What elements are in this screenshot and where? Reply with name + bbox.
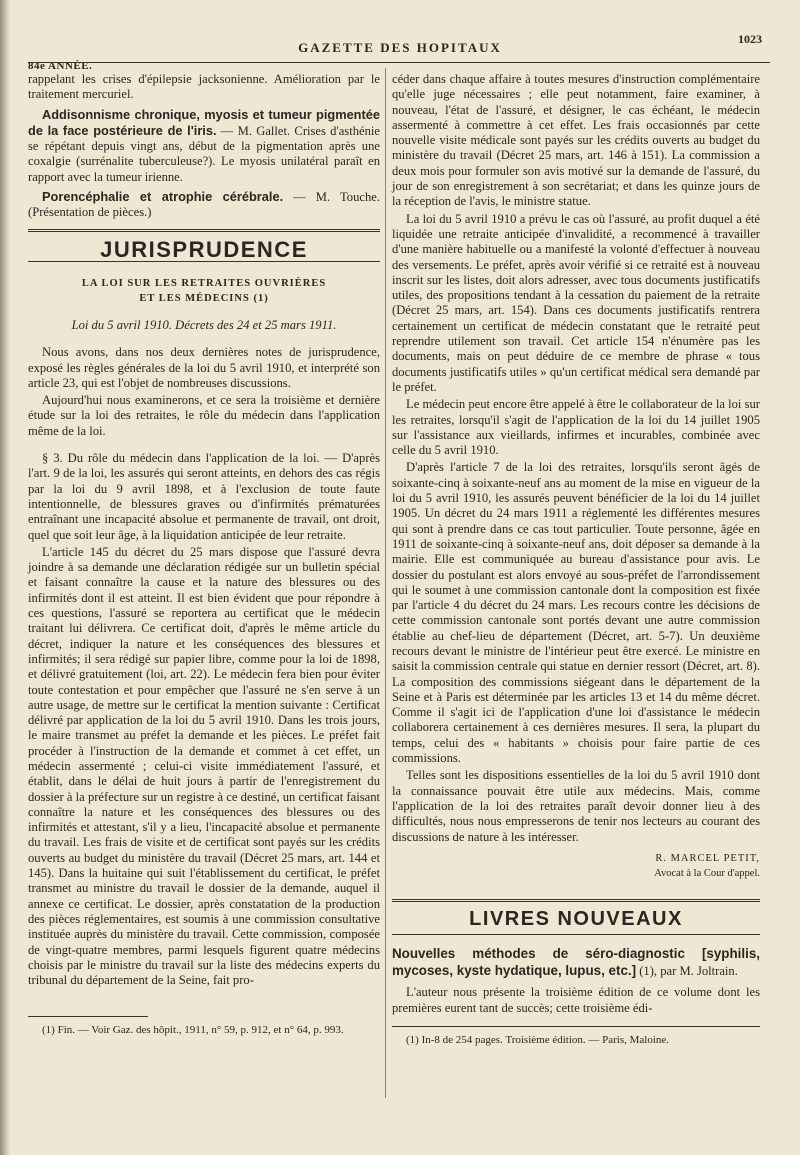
right-column bbox=[392, 72, 760, 1047]
left-column bbox=[28, 72, 380, 1037]
section-rule-livres-bottom bbox=[392, 934, 760, 935]
case-title-addisonnisme: Addisonnisme chronique, myosis et tumeur pigmentée de la face postérieure de l'iris. bbox=[28, 106, 380, 138]
page-binding-shadow bbox=[0, 0, 10, 1155]
column-divider bbox=[385, 68, 386, 1098]
article-paragraph-2: Aujourd'hui nous examinerons, et ce sera la troisième et dernière étude sur la loi des retraites, le rôle du médecin dans l'application même de la loi. bbox=[28, 393, 380, 438]
article-paragraph-9: Telles sont les dispositions essentielles de la loi du 5 avril 1910 dont la connaissance pouvait être utile aux médecins. Mais, comme l'application de la loi des retraites paraît devoir donner lieu à des difficultés, nous nous empresserons de tenir nos lecteurs au courant des discussions de nature à les intéresser. bbox=[392, 768, 760, 844]
book-author: (1), par M. Joltrain. bbox=[636, 964, 738, 979]
article-paragraph-4: L'article 145 du décret du 25 mars dispose que l'assuré devra joindre à sa demande une déclaration rédigée sur un bulletin spécial et faisant connaître la cause et la nature des blessures ou des infirmités dont il est atteint. Il est bien évident que pour répondre à ces questions, l'assuré se reportera au certificat que le médecin traitant lui délivrera. Ce certificat doit, d'après le même article du décret, indiquer la nature et les conséquences des blessures et infirmités; il sera rédigé sur papier libre, comme pour la loi de 1898, et délivré gratuitement (loi, art. 22). Le médecin fera bien pour éviter toute contestation et pour empêcher que l'assuré ne s'en serve à un autre usage, de mettre sur le certificat la mention suivante : Certificat délivré par application de la loi du 5 avril 1910. Dans les trois jours, le maire transmet au préfet la demande et les pièces. Le préfet fait procéder à l'instruction de la demande et commet à cet effet, un médecin assermenté ; celui-ci visite immédiatement l'assuré, et établit, dans le délai de huit jours à partir de l'enregistrement du dossier à la préfecture sur un registre à ce destiné, un certificat faisant connaître la nature et les conséquences des blessures ou des infirmités et attestant, s'il y a lieu, l'incapacité absolue et permanente du travail. Les frais de visite et de certificat sont payés sur les crédits ouverts au budget du ministère du travail (Décret 25 mars, art. 144 et 145). Dans la huitaine qui suit l'établissement du certificat, le préfet transmet au ministre du travail le dossier de la demande, auquel il annexe ce certificat. Le dossier, après constatation de la production des pièces réglementaires, est soumis à une commission consultative instituée auprès du ministère du travail. Cette commission, composée de vingt-quatre membres, parmi lesquels figurent quatre médecins choisis par le ministre du travail sur la liste des médecins experts du tribunal du département de la Seine, fait pro- bbox=[28, 544, 380, 988]
article-title-line-2: ET LES MÉDECINS (1) bbox=[139, 292, 269, 304]
header-rule bbox=[28, 62, 770, 63]
author-role: Avocat à la Cour d'appel. bbox=[654, 868, 760, 880]
case-body-porencephalie: — M. Touche. (Présentation de pièces.) bbox=[28, 190, 380, 220]
section-rule-top bbox=[28, 229, 380, 232]
book-entry bbox=[392, 945, 760, 980]
section-rule-livres bbox=[392, 899, 760, 902]
article-paragraph-3: § 3. Du rôle du médecin dans l'application de la loi. — D'après l'art. 9 de la loi, les assurés qui seront atteints, en dehors des cas régis par la loi du 9 avril 1898, et à l'exclusion de toute faute intentionnelle, de blessures graves ou d'infirmités prématurées entraînant une incapacité absolue et permanente de travail, ont droit, quel que soit leur âge, à la liquidation anticipée de leur retraite. bbox=[28, 451, 380, 542]
section-title-livres: LIVRES NOUVEAUX bbox=[469, 908, 683, 931]
case-title-porencephalie: Porencéphalie et atrophie cérébrale. bbox=[42, 189, 284, 205]
article-paragraph-7: Le médecin peut encore être appelé à être le collaborateur de la loi sur les retraites, lorsqu'il s'agit de l'application de la loi du 14 juillet 1905 sur l'assistance aux vieillards, infirmes et incurables, combinée avec celle du 5 avril 1910. bbox=[392, 397, 760, 458]
author-signature: R. MARCEL PETIT, bbox=[655, 852, 760, 864]
article-subtitle: Loi du 5 avril 1910. Décrets des 24 et 25 mars 1911. bbox=[71, 317, 337, 332]
volume-year: 84e ANNÉE. bbox=[28, 60, 93, 72]
article-paragraph-1: Nous avons, dans nos deux dernières notes de jurisprudence, exposé les règles générales de la loi du 5 avril 1910, et interprété son article 23, qui est l'objet de nombreuses discussions. bbox=[28, 345, 380, 390]
continued-paragraph: rappelant les crises d'épilepsie jacksonienne. Amélioration par le traitement mercuriel. bbox=[28, 72, 380, 102]
article-title-line-1: LA LOI SUR LES RETRAITES OUVRIÈRES bbox=[81, 277, 327, 289]
case-paragraph-addisonnisme bbox=[28, 107, 380, 185]
book-title: Nouvelles méthodes de séro-diagnostic [syphilis, mycoses, kyste hydatique, lupus, etc.] bbox=[392, 945, 760, 979]
case-paragraph-porencephalie bbox=[28, 189, 380, 221]
book-review-paragraph: L'auteur nous présente la troisième édition de ce volume dont les premières eurent tant de succès; cette troisième édi- bbox=[392, 985, 760, 1015]
journal-title: GAZETTE DES HOPITAUX bbox=[298, 40, 502, 55]
article-paragraph-5: céder dans chaque affaire à toutes mesures d'instruction complémentaire qu'elle juge nécessaires ; elle peut notamment, faire examiner, à nouveau, l'état de l'assuré, et désigner, le cas échéant, le médecin assermenté à commettre à cet effet. Les frais occasionnés par cette nouvelle visite médicale sont payés sur les crédits ouverts au budget du ministère du travail (Décret 25 mars, art. 146 à 151). La commission a deux mois pour formuler son avis motivé sur la demande de l'assuré, du jour de son enregistrement à son secrétariat; et dans les quinze jours de la réception de l'avis, le ministre statue. bbox=[392, 72, 760, 209]
book-footnote: (1) In-8 de 254 pages. Troisième édition. — Paris, Maloine. bbox=[406, 1033, 670, 1046]
article-title bbox=[28, 276, 380, 306]
footnote-rule bbox=[28, 1016, 148, 1017]
case-body-addisonnisme: — M. Gallet. Crises d'asthénie se répétant depuis vingt ans, début de la pigmentation après une coxalgie (surrénalite tuberculeuse?). Le myosis unilatéral paraît en rapport avec la tumeur irienne. bbox=[28, 123, 380, 184]
section-title-jurisprudence: JURISPRUDENCE bbox=[100, 236, 308, 262]
book-footnote-rule bbox=[392, 1026, 760, 1027]
footnote: (1) Fin. — Voir Gaz. des hôpit., 1911, n° 59, p. 912, et n° 64, p. 993. bbox=[42, 1024, 344, 1037]
article-paragraph-8: D'après l'article 7 de la loi des retraites, lorsqu'ils seront âgés de soixante-cinq à soixante-neuf ans au moment de la mise en vigueur de la loi du 5 avril 1910, les assurés peuvent bénéficier de la loi du 14 juillet 1905. Un décret du 24 mars 1911 a réglementé les différentes mesures qui sont à prendre dans ce cas tout particulier. Toute personne, âgée en 1911 de soixante-cinq à soixante-neuf ans, doit déposer sa demande à la mairie. Elle est communiquée au bureau d'assistance pour avis. Le dossier du postulant est alors envoyé au sous-préfet de l'arrondissement qui le soumet à une commission cantonale dont la composition est fixée par l'article 4 du décret du 24 mars. Les recours contre les décisions de cette commission cantonale sont portés devant une autre commission établie au chef-lieu de département (Décret, art. 5-7). Un deuxième recours devant le ministre de l'intérieur peut être exercé. Le ministre en saisit la commission centrale qui statue en dernier ressort (Décret, art. 8). La composition des commissions siégeant dans le département de la Seine et à Paris est déterminée par les articles 13 et 14 du même décret. Comme il s'agit ici de l'application d'une loi d'assistance le médecin collaborera certainement à ces dernières mesures. Il sera, la plupart du temps, celui des « habitants » choisis pour faire partie de ces commissions. bbox=[392, 460, 760, 766]
page-number: 1023 bbox=[738, 32, 762, 46]
article-paragraph-6: La loi du 5 avril 1910 a prévu le cas où l'assuré, au profit duquel a été liquidée une retraite anticipée d'invalidité, a recommencé à travailler d'une manière habituelle ou a manifesté la volonté d'effectuer à nouveau des versements. Le préfet, après avoir vérifié si ce retraité est à nouveau inscrit sur les listes, doit alors adresser, avec tous documents justificatifs utiles, des propositions tendant à la cessation du paiement de la retraite (Décret 25 mars, art. 154). Dans ces documents justificatifs rentrera certainement un certificat de médecin constatant que le retraité peut reprendre utilement son travail. Cet article 154 n'énumère pas les documents, mais on peut déduire de ce membre de phrase « tous documents justificatifs utiles » qu'un certificat médical sera demandé par le préfet. bbox=[392, 211, 760, 394]
